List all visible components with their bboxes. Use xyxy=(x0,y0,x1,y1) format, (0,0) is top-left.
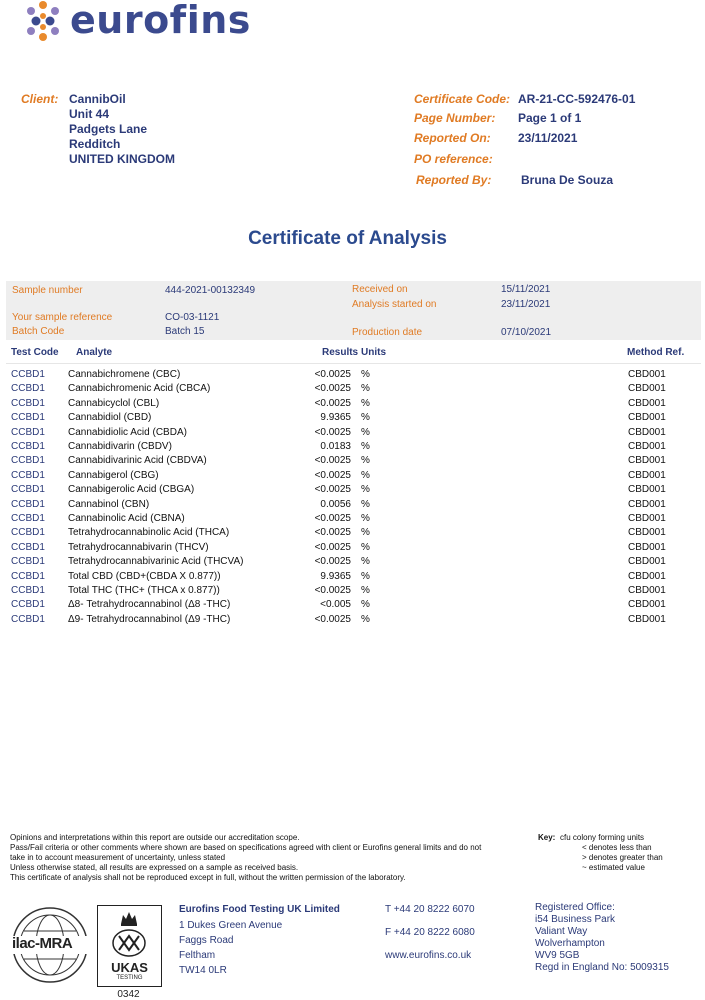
test-code-cell: CCBD1 xyxy=(11,455,45,467)
table-row xyxy=(0,441,705,455)
result-cell: <0.0025 xyxy=(314,556,351,568)
analyte-cell: Cannabidiol (CBD) xyxy=(68,412,152,424)
client-line: Padgets Lane xyxy=(69,122,148,136)
ukas-number: 0342 xyxy=(117,989,140,1000)
method-cell: CBD001 xyxy=(628,585,666,596)
key-line: < denotes less than xyxy=(582,843,652,852)
unit-cell: % xyxy=(361,455,370,467)
registered-line: i54 Business Park xyxy=(535,914,616,925)
company-line: TW14 0LR xyxy=(179,965,227,976)
registered-office xyxy=(535,902,669,974)
test-code-cell: CCBD1 xyxy=(11,585,45,596)
company-address xyxy=(179,902,340,978)
table-row xyxy=(0,599,705,613)
result-cell: <0.0025 xyxy=(314,383,351,395)
ukas-testing-text: TESTING xyxy=(116,975,143,981)
test-code-cell: CCBD1 xyxy=(11,369,45,380)
company-line: 1 Dukes Green Avenue xyxy=(179,920,283,931)
test-code-cell: CCBD1 xyxy=(11,599,45,611)
key-line: > denotes greater than xyxy=(582,853,663,862)
test-code-cell: CCBD1 xyxy=(11,556,45,568)
table-row xyxy=(0,513,705,527)
sample-number-value: 444-2021-00132349 xyxy=(165,285,256,296)
method-cell: CBD001 xyxy=(628,397,666,409)
result-cell: 0.0183 xyxy=(320,441,351,452)
result-cell: <0.0025 xyxy=(314,397,351,409)
result-cell: <0.0025 xyxy=(314,455,351,467)
result-cell: <0.0025 xyxy=(314,613,351,625)
table-row xyxy=(0,542,705,556)
table-row xyxy=(0,455,705,469)
method-cell: CBD001 xyxy=(628,484,666,496)
footnote-line: take in to account measurement of uncertainty, unless stated xyxy=(10,853,226,862)
page-number-label: Page Number: xyxy=(414,111,496,125)
unit-cell: % xyxy=(361,426,370,438)
result-cell: <0.0025 xyxy=(314,469,351,481)
table-row xyxy=(0,571,705,585)
footnote-line: Pass/Fail criteria or other comments where shown are based on specifications agreed with client or Eurofins general limits and do not xyxy=(10,843,482,852)
analyte-cell: Tetrahydrocannabivarin (THCV) xyxy=(68,541,209,553)
table-row xyxy=(0,369,705,383)
received-on-value: 15/11/2021 xyxy=(501,284,551,295)
method-cell: CBD001 xyxy=(628,469,666,481)
registered-line: Valiant Way xyxy=(535,926,588,937)
method-cell: CBD001 xyxy=(628,369,666,380)
analyte-cell: Cannabinol (CBN) xyxy=(68,498,150,510)
footnote-line: Opinions and interpretations within this report are outside our accreditation scope. xyxy=(10,833,300,842)
header-divider xyxy=(6,363,701,364)
method-cell: CBD001 xyxy=(628,426,666,438)
client-line: CannibOil xyxy=(69,92,126,106)
reported-by-value: Bruna De Souza xyxy=(521,173,614,187)
reported-on-value: 23/11/2021 xyxy=(518,131,578,145)
production-date-label: Production date xyxy=(352,327,423,338)
analyte-cell: Cannabidivarin (CBDV) xyxy=(68,441,172,452)
method-cell: CBD001 xyxy=(628,613,666,625)
method-cell: CBD001 xyxy=(628,455,666,467)
test-code-cell: CCBD1 xyxy=(11,441,45,452)
test-code-cell: CCBD1 xyxy=(11,570,45,582)
ukas-box xyxy=(97,905,162,987)
col-header-test-code: Test Code xyxy=(11,347,59,358)
po-reference-label: PO reference: xyxy=(414,152,493,166)
company-name: Eurofins Food Testing UK Limited xyxy=(179,904,340,915)
unit-cell: % xyxy=(361,441,370,452)
result-cell: <0.0025 xyxy=(314,541,351,553)
unit-cell: % xyxy=(361,469,370,481)
company-line: Feltham xyxy=(179,950,216,961)
method-cell: CBD001 xyxy=(628,541,666,553)
test-code-cell: CCBD1 xyxy=(11,469,45,481)
table-row xyxy=(0,383,705,397)
unit-cell: % xyxy=(361,541,370,553)
page-number-value: Page 1 of 1 xyxy=(518,111,582,125)
brand-name: eurofins xyxy=(70,0,251,42)
phone-number: T +44 20 8222 6070 xyxy=(385,904,475,915)
test-code-cell: CCBD1 xyxy=(11,527,45,539)
received-on-label: Received on xyxy=(352,284,408,295)
company-line: Faggs Road xyxy=(179,935,234,946)
test-code-cell: CCBD1 xyxy=(11,541,45,553)
analyte-cell: Cannabinolic Acid (CBNA) xyxy=(68,513,185,524)
unit-cell: % xyxy=(361,513,370,524)
table-row xyxy=(0,470,705,484)
fax-number: F +44 20 8222 6080 xyxy=(385,927,475,938)
table-row xyxy=(0,398,705,412)
analyte-cell: Tetrahydrocannabivarinic Acid (THCVA) xyxy=(68,556,244,568)
eurofins-logo-icon xyxy=(22,0,64,42)
unit-cell: % xyxy=(361,613,370,625)
ukas-text: UKAS xyxy=(111,960,148,975)
col-header-method: Method Ref. xyxy=(627,347,685,358)
analyte-cell: Cannabigerol (CBG) xyxy=(68,469,159,481)
certificate-code-label: Certificate Code: xyxy=(414,92,511,106)
key-line: cfu colony forming units xyxy=(560,833,645,842)
analyte-cell: Cannabidiolic Acid (CBDA) xyxy=(68,426,187,438)
unit-cell: % xyxy=(361,556,370,568)
result-cell: 9.9365 xyxy=(320,412,351,424)
table-row xyxy=(0,499,705,513)
unit-cell: % xyxy=(361,369,370,380)
client-address xyxy=(69,92,175,167)
page-title: Certificate of Analysis xyxy=(248,228,447,249)
result-cell: <0.0025 xyxy=(314,513,351,524)
analysis-started-value: 23/11/2021 xyxy=(501,299,551,310)
method-cell: CBD001 xyxy=(628,412,666,424)
registered-line: WV9 5GB xyxy=(535,950,580,961)
test-code-cell: CCBD1 xyxy=(11,484,45,496)
test-code-cell: CCBD1 xyxy=(11,412,45,424)
ukas-badge xyxy=(97,905,162,1000)
method-cell: CBD001 xyxy=(628,513,666,524)
col-header-analyte: Analyte xyxy=(76,347,113,358)
unit-cell: % xyxy=(361,570,370,582)
test-code-cell: CCBD1 xyxy=(11,613,45,625)
batch-code-value: Batch 15 xyxy=(165,326,205,337)
method-cell: CBD001 xyxy=(628,498,666,510)
analyte-cell: Total THC (THC+ (THCA x 0.877)) xyxy=(68,585,220,596)
method-cell: CBD001 xyxy=(628,527,666,539)
client-label: Client: xyxy=(21,92,59,106)
method-cell: CBD001 xyxy=(628,556,666,568)
analysis-started-label: Analysis started on xyxy=(352,299,437,310)
your-ref-label: Your sample reference xyxy=(12,312,113,323)
certificate-code-value: AR-21-CC-592476-01 xyxy=(518,92,636,106)
crown-icon xyxy=(119,909,139,927)
registered-office-label: Registered Office: xyxy=(535,902,615,913)
col-header-units: Units xyxy=(361,347,386,358)
result-cell: <0.0025 xyxy=(314,484,351,496)
result-cell: <0.0025 xyxy=(314,527,351,539)
client-line: Unit 44 xyxy=(69,107,110,121)
key-line: ~ estimated value xyxy=(582,863,645,872)
registered-line: Regd in England No: 5009315 xyxy=(535,962,669,973)
table-row xyxy=(0,412,705,426)
key-label: Key: xyxy=(538,833,556,842)
table-row xyxy=(0,484,705,498)
table-row xyxy=(0,585,705,599)
method-cell: CBD001 xyxy=(628,570,666,582)
results-table xyxy=(0,369,705,629)
unit-cell: % xyxy=(361,527,370,539)
test-code-cell: CCBD1 xyxy=(11,383,45,395)
result-cell: 9.9365 xyxy=(320,570,351,582)
test-code-cell: CCBD1 xyxy=(11,426,45,438)
unit-cell: % xyxy=(361,397,370,409)
unit-cell: % xyxy=(361,383,370,395)
footnote-line: This certificate of analysis shall not be reproduced except in full, without the written permission of the laboratory. xyxy=(10,873,406,882)
registered-line: Wolverhampton xyxy=(535,938,605,949)
ilac-mra-badge xyxy=(10,905,90,985)
analyte-cell: Total CBD (CBD+(CBDA X 0.877)) xyxy=(68,570,221,582)
unit-cell: % xyxy=(361,484,370,496)
website-link[interactable]: www.eurofins.co.uk xyxy=(385,950,472,961)
table-row xyxy=(0,427,705,441)
result-cell: <0.0025 xyxy=(314,585,351,596)
analyte-cell: Cannabicyclol (CBL) xyxy=(68,397,160,409)
col-header-results: Results xyxy=(322,347,359,358)
analyte-cell: Cannabichromenic Acid (CBCA) xyxy=(68,383,211,395)
analyte-cell: Cannabichromene (CBC) xyxy=(68,369,181,380)
unit-cell: % xyxy=(361,412,370,424)
table-row xyxy=(0,556,705,570)
reported-on-label: Reported On: xyxy=(414,131,491,145)
unit-cell: % xyxy=(361,585,370,596)
analyte-cell: Δ9- Tetrahydrocannabinol (Δ9 -THC) xyxy=(68,613,231,625)
result-cell: 0.0056 xyxy=(320,498,351,510)
unit-cell: % xyxy=(361,498,370,510)
footnotes xyxy=(10,833,530,883)
footnote-line: Unless otherwise stated, all results are expressed on a sample as received basis. xyxy=(10,863,299,872)
ukas-tick-icon xyxy=(111,928,147,958)
result-cell: <0.005 xyxy=(320,599,351,611)
method-cell: CBD001 xyxy=(628,599,666,611)
analyte-cell: Cannabigerolic Acid (CBGA) xyxy=(68,484,195,496)
ilac-mra-text: ilac-MRA xyxy=(12,935,73,952)
analyte-cell: Cannabidivarinic Acid (CBDVA) xyxy=(68,455,207,467)
brand-logo xyxy=(22,0,251,42)
result-cell: <0.0025 xyxy=(314,369,351,380)
reported-by-label: Reported By: xyxy=(416,173,492,187)
method-cell: CBD001 xyxy=(628,383,666,395)
result-cell: <0.0025 xyxy=(314,426,351,438)
production-date-value: 07/10/2021 xyxy=(501,327,552,338)
test-code-cell: CCBD1 xyxy=(11,498,45,510)
client-line: Redditch xyxy=(69,137,121,151)
client-line: UNITED KINGDOM xyxy=(69,152,175,166)
sample-number-label: Sample number xyxy=(12,285,83,296)
analyte-cell: Δ8- Tetrahydrocannabinol (Δ8 -THC) xyxy=(68,599,231,611)
method-cell: CBD001 xyxy=(628,441,666,452)
test-code-cell: CCBD1 xyxy=(11,513,45,524)
batch-code-label: Batch Code xyxy=(12,326,65,337)
unit-cell: % xyxy=(361,599,370,611)
test-code-cell: CCBD1 xyxy=(11,397,45,409)
table-row xyxy=(0,527,705,541)
analyte-cell: Tetrahydrocannabinolic Acid (THCA) xyxy=(68,527,230,539)
table-row xyxy=(0,614,705,628)
your-ref-value: CO-03-1121 xyxy=(165,312,220,323)
